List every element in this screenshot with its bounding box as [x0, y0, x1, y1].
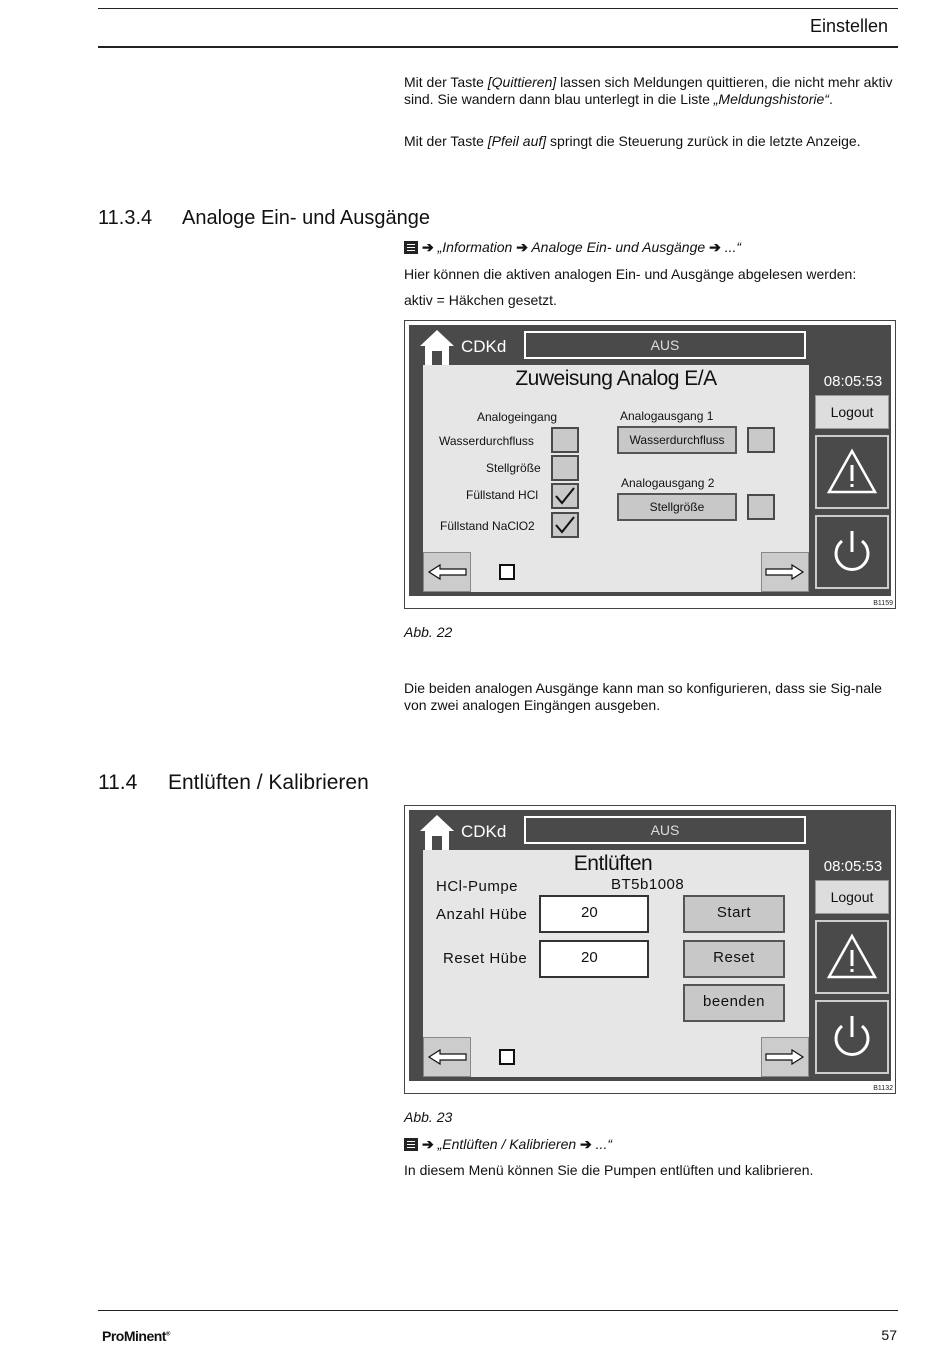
- list-name: „Meldungshistorie“: [713, 90, 829, 107]
- reset-button[interactable]: Reset: [683, 940, 785, 978]
- warning-icon: [817, 437, 887, 507]
- section-heading: [98, 771, 369, 795]
- pump-id: BT5b1008: [611, 876, 685, 893]
- input-label: Wasserdurchfluss: [439, 434, 534, 448]
- section-title: Entlüften / Kalibrieren: [168, 771, 369, 794]
- screen-title: Entlüften: [573, 852, 653, 875]
- menu-path: [404, 239, 896, 256]
- arrow-right-icon: ➔: [422, 239, 434, 255]
- logout-button[interactable]: Logout: [815, 880, 889, 914]
- clock: 08:05:53: [823, 373, 883, 390]
- footer-rule: [98, 1310, 898, 1311]
- path-item: ...“: [724, 239, 742, 255]
- figure-tag: B1159: [873, 600, 893, 607]
- output1-select[interactable]: Wasserdurchfluss: [617, 426, 737, 454]
- body-text: In diesem Menü können Sie die Pumpen entlüften und kalibrieren.: [404, 1162, 814, 1178]
- checkmark-icon: [553, 514, 577, 536]
- body-text: aktiv = Häkchen gesetzt.: [404, 292, 557, 308]
- arrow-right-icon: ➔: [516, 239, 528, 255]
- menu-icon: [404, 241, 418, 254]
- power-icon: [817, 1002, 887, 1072]
- screen-analog-io: [404, 320, 896, 609]
- input-label: Füllstand HCl: [466, 488, 539, 502]
- page-header-title: Einstellen: [809, 16, 888, 36]
- section-heading: [98, 207, 430, 230]
- key-name: [Pfeil auf]: [487, 133, 547, 149]
- input-checkbox: [551, 483, 579, 509]
- small-square: [499, 564, 515, 580]
- section-number: 11.3.4: [98, 207, 153, 229]
- screen-venting: [404, 805, 896, 1094]
- power-button[interactable]: [815, 1000, 889, 1074]
- content-panel: [423, 365, 809, 592]
- inputs-header: Analogeingang: [477, 410, 558, 424]
- output2-checkbox: [747, 494, 775, 520]
- path-item: Analoge Ein- und Ausgänge: [531, 239, 706, 255]
- output1-checkbox: [747, 427, 775, 453]
- logout-button[interactable]: Logout: [815, 395, 889, 429]
- key-name: [Quittieren]: [487, 74, 557, 90]
- arrow-right-icon: [762, 1038, 808, 1076]
- end-button[interactable]: beenden: [683, 984, 785, 1022]
- content-panel: [423, 850, 809, 1077]
- brand-logo: ProMinent®: [102, 1328, 170, 1344]
- figure-tag: B1132: [873, 1085, 893, 1092]
- clock: 08:05:53: [823, 858, 883, 875]
- screen-bezel: [409, 325, 891, 596]
- warning-button[interactable]: [815, 920, 889, 994]
- status-display: AUS: [524, 816, 806, 844]
- input-checkbox: [551, 455, 579, 481]
- pump-label: HCl-Pumpe: [436, 878, 519, 895]
- figure-caption: Abb. 23: [404, 1109, 453, 1125]
- figure-caption: Abb. 22: [404, 624, 453, 640]
- section-number: 11.4: [98, 771, 138, 794]
- input-checkbox: [551, 427, 579, 453]
- forward-button[interactable]: [761, 1037, 809, 1077]
- body-text: Die beiden analogen Ausgänge kann man so konfigurieren, dass sie Sig-nale von zwei analogen Eingängen ausgeben.: [404, 680, 882, 713]
- reset-input[interactable]: 20: [539, 940, 649, 978]
- screen-bezel: [409, 810, 891, 1081]
- device-name: CDKd: [461, 337, 507, 356]
- forward-button[interactable]: [761, 552, 809, 592]
- intro-paragraph-1: [404, 74, 896, 107]
- checkmark-icon: [553, 485, 577, 507]
- input-checkbox: [551, 512, 579, 538]
- page-number: 57: [881, 1327, 897, 1343]
- brand-name: ProMinent: [102, 1328, 166, 1344]
- path-item: ...“: [595, 1136, 613, 1152]
- back-button[interactable]: [423, 1037, 471, 1077]
- start-button[interactable]: Start: [683, 895, 785, 933]
- menu-icon: [404, 1138, 418, 1151]
- text: lassen sich Meldungen quittieren, die nicht mehr aktiv sind. Sie wandern dann blau unterlegt in die Liste: [404, 74, 893, 107]
- text: Mit der Taste: [404, 74, 488, 90]
- output2-select[interactable]: Stellgröße: [617, 493, 737, 521]
- power-icon: [817, 517, 887, 587]
- arrow-right-icon: [762, 553, 808, 591]
- count-input[interactable]: 20: [539, 895, 649, 933]
- section-title: Analoge Ein- und Ausgänge: [182, 207, 430, 229]
- home-icon[interactable]: [419, 329, 455, 367]
- screen-title: Zuweisung Analog E/A: [515, 367, 717, 390]
- warning-button[interactable]: [815, 435, 889, 509]
- header-rule: [98, 46, 898, 48]
- output1-header: Analogausgang 1: [620, 409, 714, 423]
- arrow-right-icon: ➔: [580, 1136, 592, 1152]
- text: Mit der Taste: [404, 133, 488, 149]
- arrow-right-icon: ➔: [422, 1136, 434, 1152]
- text: springt die Steuerung zurück in die letzte Anzeige.: [546, 133, 861, 149]
- power-button[interactable]: [815, 515, 889, 589]
- device-name: CDKd: [461, 822, 507, 841]
- menu-path: [404, 1136, 896, 1153]
- path-item: „Entlüften / Kalibrieren: [437, 1136, 577, 1152]
- output2-header: Analogausgang 2: [621, 476, 715, 490]
- back-button[interactable]: [423, 552, 471, 592]
- path-item: „Information: [437, 239, 513, 255]
- intro-paragraph-2: [404, 133, 896, 150]
- status-display: AUS: [524, 331, 806, 359]
- count-label: Anzahl Hübe: [436, 906, 528, 923]
- arrow-left-icon: [424, 1038, 470, 1076]
- small-square: [499, 1049, 515, 1065]
- input-label: Füllstand NaClO2: [440, 519, 535, 533]
- body-text: Hier können die aktiven analogen Ein- und Ausgänge abgelesen werden:: [404, 266, 857, 282]
- arrow-right-icon: ➔: [709, 239, 721, 255]
- top-rule: [98, 8, 898, 9]
- input-label: Stellgröße: [486, 461, 541, 475]
- arrow-left-icon: [424, 553, 470, 591]
- reset-label: Reset Hübe: [443, 950, 528, 967]
- text: .: [828, 90, 833, 107]
- home-icon[interactable]: [419, 814, 455, 852]
- warning-icon: [817, 922, 887, 992]
